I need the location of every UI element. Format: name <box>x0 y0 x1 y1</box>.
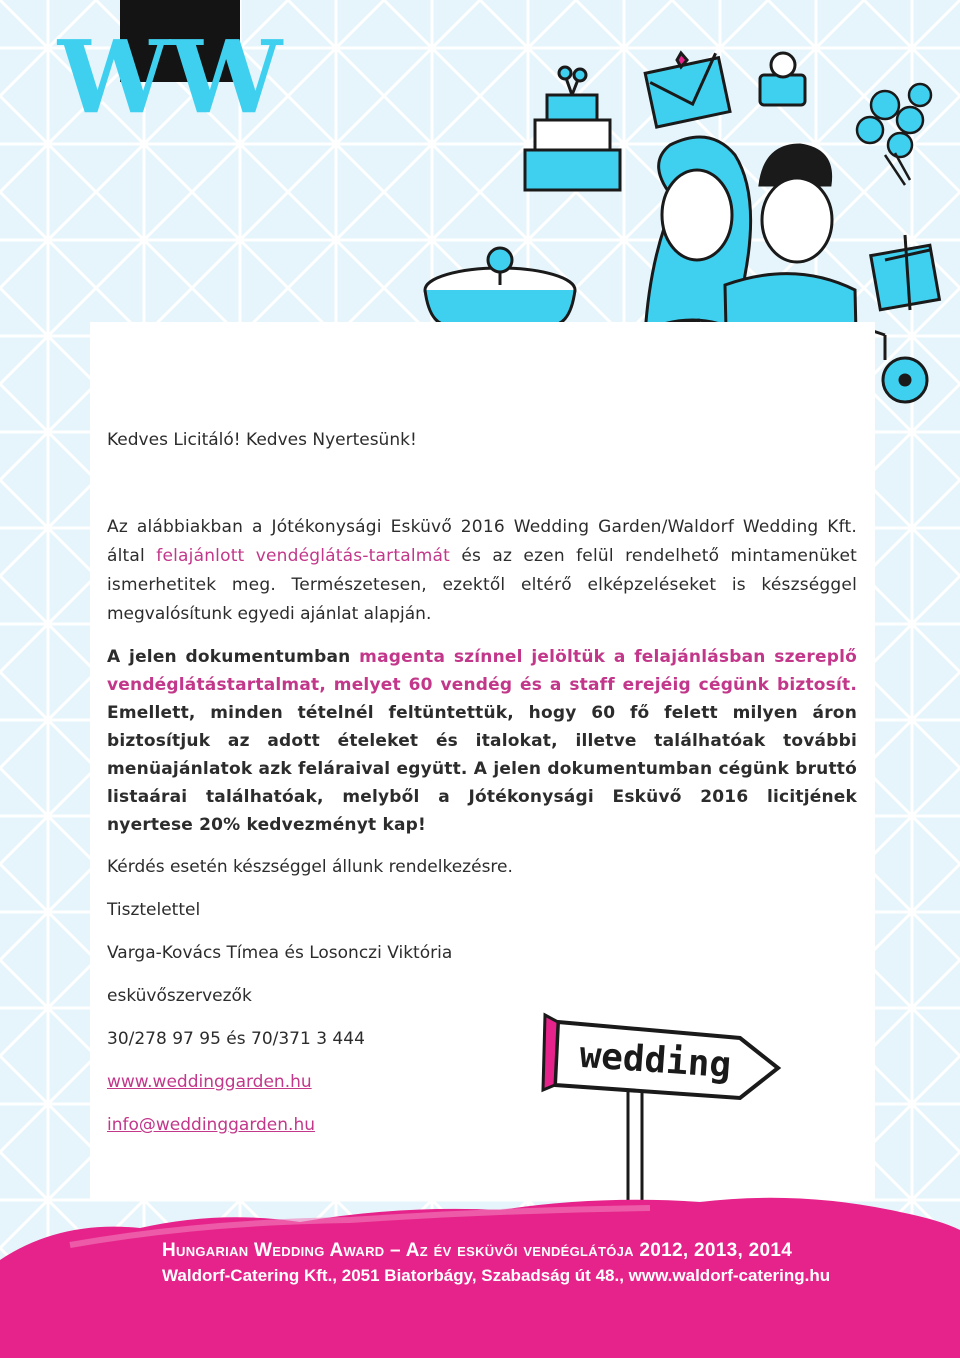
footer-award: Hungarian Wedding Award – Az év esküvői vendéglátója 2012, 2013, 2014 <box>162 1240 793 1261</box>
footer-address: Waldorf-Catering Kft., 2051 Biatorbágy, Szabadság út 48., www.waldorf-catering.hu <box>162 1266 831 1285</box>
intro-line-1: Az alábbiakban a Jótékonysági Esküvő 2016 Wedding Garden/Waldorf Wedding Kft. <box>107 517 857 537</box>
bold-rest: Emellett, minden tételnél feltüntettük, hogy 60 fő felett milyen áron biztosítjuk az adott ételeket és italokat, illetve találhatóak további menüajánlatok azk feláraival együtt. A jelen dokumentumban cégünk bruttó listaárai találhatóak, melyből a Jótékonysági Esküvő 2016 licitjének nyertese 20% kedvezményt kap! <box>107 703 857 835</box>
phone-line: 30/278 97 95 és 70/371 3 444 <box>107 1029 365 1049</box>
intro-line-3: ismerhetitek meg. Természetesen, ezektől eltérő elképzeléseket is készséggel <box>107 575 857 595</box>
intro-line-4: megvalósítunk egyedi ajánlat alapján. <box>107 604 432 624</box>
gift-icon <box>871 235 940 310</box>
bold-highlight: magenta színnel jelöltük a felajánlásban szereplő vendéglátástartalmat, melyet 60 vendég és a staff erejéig cégünk biztosít. <box>107 647 858 695</box>
role-line: esküvőszervezők <box>107 986 252 1006</box>
question-line: Kérdés esetén készséggel állunk rendelkezésre. <box>107 857 513 877</box>
intro-line-2 <box>107 542 857 571</box>
logo-text: WW <box>57 18 283 125</box>
names-line: Varga-Kovács Tímea és Losonczi Viktória <box>107 943 453 963</box>
offer-highlight: felajánlott vendéglátás-tartalmát <box>156 546 451 566</box>
email-link[interactable]: info@weddinggarden.hu <box>107 1115 315 1135</box>
bold-paragraph <box>107 643 857 839</box>
envelope-icon <box>645 53 730 127</box>
cake-icon <box>525 67 620 190</box>
footer <box>162 1240 862 1286</box>
ring-icon <box>760 53 805 105</box>
bouquet-icon <box>857 84 931 185</box>
music-icon <box>870 330 927 402</box>
website-link[interactable]: www.weddinggarden.hu <box>107 1072 312 1092</box>
brand-logo <box>55 0 285 125</box>
intro-paragraph <box>107 513 857 629</box>
regards-line: Tisztelettel <box>107 900 201 920</box>
sign-text: wedding <box>578 1034 733 1087</box>
intro-line-2-post: és az ezen felül rendelhető mintamenüket <box>461 546 858 566</box>
intro-line-2-pre: által <box>107 546 145 566</box>
greeting: Kedves Licitáló! Kedves Nyertesünk! <box>107 430 417 450</box>
bold-pre: A jelen dokumentumban <box>107 647 351 667</box>
